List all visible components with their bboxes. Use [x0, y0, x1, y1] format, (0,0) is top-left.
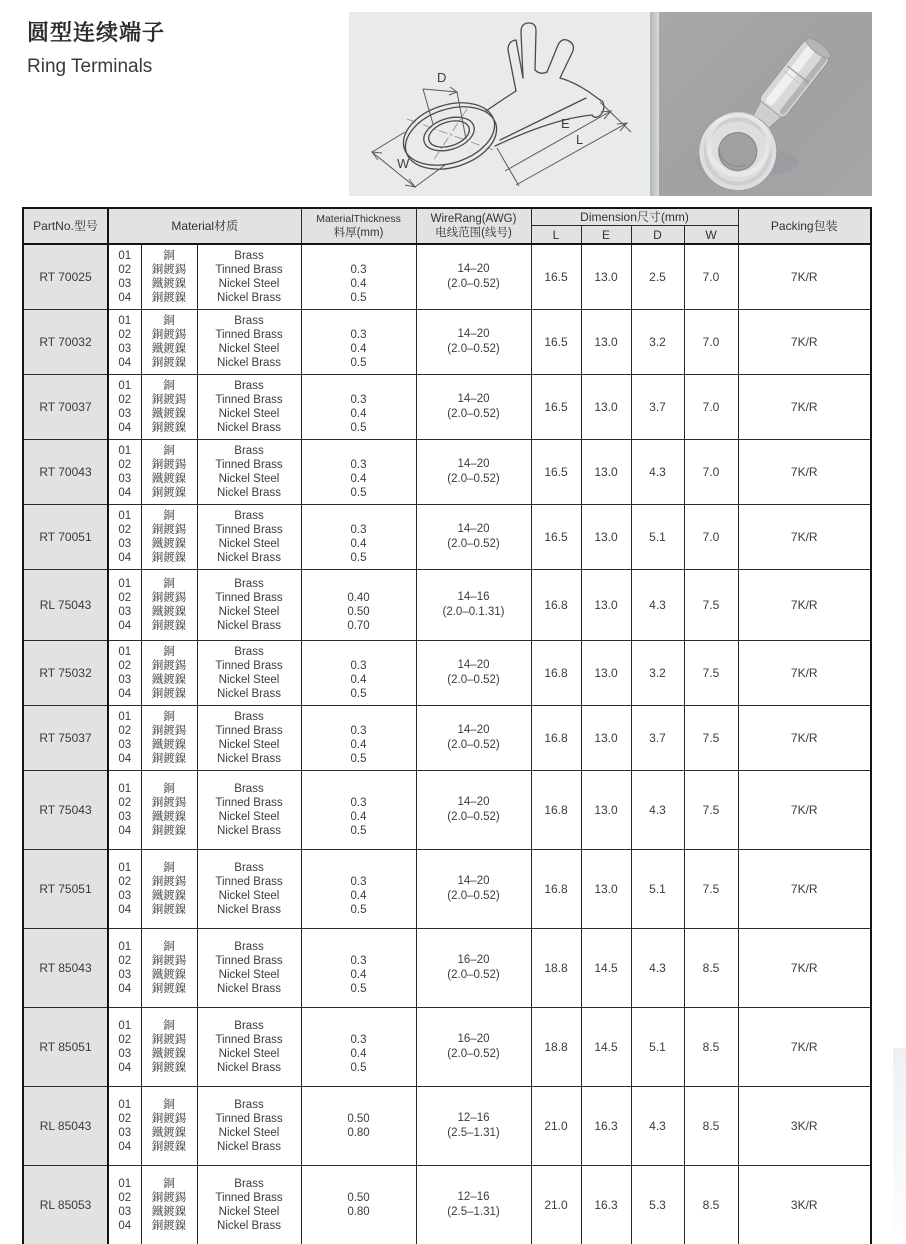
part-number-cell: RL 85043: [23, 1087, 108, 1166]
table-row: [23, 771, 871, 850]
material-code-cell: 01 02 03 04: [108, 505, 141, 570]
page-edge-shading: [893, 1048, 906, 1233]
header-dim-l: L: [531, 226, 581, 245]
material-name-en-cell: Brass Tinned Brass Nickel Steel Nickel Brass: [197, 505, 301, 570]
material-name-zh-cell: 銅 銅鍍錫 鐵鍍鎳 銅鍍鎳: [141, 570, 197, 641]
material-name-en-cell: Brass Tinned Brass Nickel Steel Nickel Brass: [197, 1087, 301, 1166]
dim-w-cell: 7.5: [684, 570, 738, 641]
table-header: [23, 208, 871, 244]
dim-e-cell: 13.0: [581, 706, 631, 771]
dim-d-cell: 5.3: [631, 1166, 684, 1244]
dim-w-cell: 7.5: [684, 850, 738, 929]
thickness-cell: 0.3 0.4 0.5: [301, 505, 416, 570]
dim-e-cell: 14.5: [581, 1008, 631, 1087]
table-body: [23, 244, 871, 1244]
page-title-chinese: 圆型连续端子: [27, 20, 166, 45]
wire-range-cell: 14–20 (2.0–0.52): [416, 505, 531, 570]
dimension-diagram: [349, 12, 650, 196]
header-thickness-en: MaterialThickness: [316, 212, 401, 225]
material-name-en-cell: Brass Tinned Brass Nickel Steel Nickel Brass: [197, 440, 301, 505]
part-number-cell: RL 75043: [23, 570, 108, 641]
material-name-zh-cell: 銅 銅鍍錫 鐵鍍鎳 銅鍍鎳: [141, 641, 197, 706]
material-name-zh-cell: 銅 銅鍍錫 鐵鍍鎳 銅鍍鎳: [141, 244, 197, 310]
dim-d-cell: 4.3: [631, 440, 684, 505]
thickness-cell: 0.3 0.4 0.5: [301, 771, 416, 850]
dim-label-e: E: [561, 116, 570, 131]
material-name-zh-cell: 銅 銅鍍錫 鐵鍍鎳 銅鍍鎳: [141, 505, 197, 570]
header-part-no: PartNo.型号: [23, 208, 108, 244]
dim-l-cell: 16.8: [531, 771, 581, 850]
thickness-cell: 0.3 0.4 0.5: [301, 1008, 416, 1087]
table-row: [23, 505, 871, 570]
part-number-cell: RT 70037: [23, 375, 108, 440]
packing-cell: 7K/R: [738, 440, 871, 505]
table-row: [23, 375, 871, 440]
thickness-cell: 0.3 0.4 0.5: [301, 375, 416, 440]
dim-w-cell: 7.0: [684, 440, 738, 505]
dim-l-cell: 18.8: [531, 929, 581, 1008]
dim-d-cell: 4.3: [631, 570, 684, 641]
material-code-cell: 01 02 03 04: [108, 929, 141, 1008]
wire-range-cell: 12–16 (2.5–1.31): [416, 1166, 531, 1244]
material-code-cell: 01 02 03 04: [108, 1166, 141, 1244]
material-code-cell: 01 02 03 04: [108, 706, 141, 771]
packing-cell: 7K/R: [738, 706, 871, 771]
header-dim-d: D: [631, 226, 684, 245]
ring-terminal-drawing-icon: [349, 12, 650, 196]
part-number-cell: RT 70043: [23, 440, 108, 505]
part-number-cell: RL 85053: [23, 1166, 108, 1244]
dim-e-cell: 13.0: [581, 570, 631, 641]
material-code-cell: 01 02 03 04: [108, 771, 141, 850]
dim-d-cell: 4.3: [631, 771, 684, 850]
dim-d-cell: 5.1: [631, 850, 684, 929]
dim-w-cell: 8.5: [684, 1008, 738, 1087]
dim-d-cell: 4.3: [631, 929, 684, 1008]
dim-w-cell: 7.0: [684, 375, 738, 440]
dim-w-cell: 7.0: [684, 310, 738, 375]
dim-e-cell: 16.3: [581, 1166, 631, 1244]
table-row: [23, 850, 871, 929]
material-name-zh-cell: 銅 銅鍍錫 鐵鍍鎳 銅鍍鎳: [141, 1166, 197, 1244]
dim-e-cell: 13.0: [581, 850, 631, 929]
thickness-cell: 0.3 0.4 0.5: [301, 641, 416, 706]
dim-w-cell: 7.5: [684, 706, 738, 771]
material-code-cell: 01 02 03 04: [108, 1087, 141, 1166]
dim-w-cell: 7.0: [684, 505, 738, 570]
dim-w-cell: 8.5: [684, 1087, 738, 1166]
material-code-cell: 01 02 03 04: [108, 310, 141, 375]
dim-l-cell: 16.5: [531, 375, 581, 440]
packing-cell: 7K/R: [738, 244, 871, 310]
header-wire-en: WireRang(AWG): [430, 213, 517, 225]
packing-cell: 7K/R: [738, 375, 871, 440]
wire-range-cell: 16–20 (2.0–0.52): [416, 929, 531, 1008]
spec-table-wrap: [22, 207, 872, 1244]
thickness-cell: 0.3 0.4 0.5: [301, 706, 416, 771]
part-number-cell: RT 85043: [23, 929, 108, 1008]
material-name-zh-cell: 銅 銅鍍錫 鐵鍍鎳 銅鍍鎳: [141, 1087, 197, 1166]
header-packing: Packing包装: [738, 208, 871, 244]
thickness-cell: 0.3 0.4 0.5: [301, 310, 416, 375]
wire-range-cell: 14–20 (2.0–0.52): [416, 440, 531, 505]
part-number-cell: RT 75037: [23, 706, 108, 771]
dim-label-w: W: [397, 156, 410, 171]
table-row: [23, 641, 871, 706]
dim-l-cell: 21.0: [531, 1087, 581, 1166]
material-name-en-cell: Brass Tinned Brass Nickel Steel Nickel Brass: [197, 310, 301, 375]
wire-range-cell: 14–20 (2.0–0.52): [416, 310, 531, 375]
dim-l-cell: 16.8: [531, 706, 581, 771]
dim-l-cell: 16.8: [531, 641, 581, 706]
dim-l-cell: 21.0: [531, 1166, 581, 1244]
dim-e-cell: 13.0: [581, 310, 631, 375]
page-title-block: [27, 16, 165, 78]
table-row: [23, 929, 871, 1008]
wire-range-cell: 12–16 (2.5–1.31): [416, 1087, 531, 1166]
material-name-en-cell: Brass Tinned Brass Nickel Steel Nickel Brass: [197, 641, 301, 706]
material-code-cell: 01 02 03 04: [108, 641, 141, 706]
part-number-cell: RT 70032: [23, 310, 108, 375]
dim-d-cell: 5.1: [631, 505, 684, 570]
wire-range-cell: 16–20 (2.0–0.52): [416, 1008, 531, 1087]
dim-e-cell: 13.0: [581, 440, 631, 505]
dim-l-cell: 16.8: [531, 570, 581, 641]
header-dimension: Dimension尺寸(mm): [531, 208, 738, 226]
material-code-cell: 01 02 03 04: [108, 850, 141, 929]
ring-terminal-photo-icon: [659, 12, 872, 196]
wire-range-cell: 14–16 (2.0–0.1.31): [416, 570, 531, 641]
material-name-en-cell: Brass Tinned Brass Nickel Steel Nickel Brass: [197, 771, 301, 850]
dim-w-cell: 7.5: [684, 641, 738, 706]
header-thickness-zh: 料厚(mm): [333, 226, 384, 239]
packing-cell: 7K/R: [738, 570, 871, 641]
header-thickness: [301, 208, 416, 244]
dim-e-cell: 13.0: [581, 505, 631, 570]
packing-cell: 7K/R: [738, 505, 871, 570]
dim-e-cell: 13.0: [581, 771, 631, 850]
part-number-cell: RT 85051: [23, 1008, 108, 1087]
packing-cell: 7K/R: [738, 929, 871, 1008]
packing-cell: 7K/R: [738, 1008, 871, 1087]
thickness-cell: 0.3 0.4 0.5: [301, 244, 416, 310]
part-number-cell: RT 75051: [23, 850, 108, 929]
dim-w-cell: 8.5: [684, 929, 738, 1008]
header-wire-zh: 电线范围(线号): [435, 227, 512, 239]
wire-range-cell: 14–20 (2.0–0.52): [416, 641, 531, 706]
dim-label-d: D: [437, 70, 447, 85]
material-name-en-cell: Brass Tinned Brass Nickel Steel Nickel Brass: [197, 570, 301, 641]
wire-range-cell: 14–20 (2.0–0.52): [416, 706, 531, 771]
material-name-en-cell: Brass Tinned Brass Nickel Steel Nickel Brass: [197, 244, 301, 310]
material-name-en-cell: Brass Tinned Brass Nickel Steel Nickel Brass: [197, 706, 301, 771]
part-number-cell: RT 70025: [23, 244, 108, 310]
material-name-zh-cell: 銅 銅鍍錫 鐵鍍鎳 銅鍍鎳: [141, 310, 197, 375]
material-code-cell: 01 02 03 04: [108, 375, 141, 440]
dim-e-cell: 13.0: [581, 641, 631, 706]
material-name-zh-cell: 銅 銅鍍錫 鐵鍍鎳 銅鍍鎳: [141, 850, 197, 929]
packing-cell: 3K/R: [738, 1166, 871, 1244]
header-material: Material材质: [108, 208, 301, 244]
dim-d-cell: 2.5: [631, 244, 684, 310]
packing-cell: 7K/R: [738, 310, 871, 375]
material-name-en-cell: Brass Tinned Brass Nickel Steel Nickel Brass: [197, 1008, 301, 1087]
material-name-zh-cell: 銅 銅鍍錫 鐵鍍鎳 銅鍍鎳: [141, 440, 197, 505]
material-name-en-cell: Brass Tinned Brass Nickel Steel Nickel Brass: [197, 850, 301, 929]
part-number-cell: RT 75032: [23, 641, 108, 706]
table-row: [23, 706, 871, 771]
material-name-zh-cell: 銅 銅鍍錫 鐵鍍鎳 銅鍍鎳: [141, 771, 197, 850]
part-number-cell: RT 70051: [23, 505, 108, 570]
product-photo: [659, 12, 872, 196]
material-code-cell: 01 02 03 04: [108, 244, 141, 310]
dim-l-cell: 16.5: [531, 310, 581, 375]
wire-range-cell: 14–20 (2.0–0.52): [416, 850, 531, 929]
dim-d-cell: 5.1: [631, 1008, 684, 1087]
header-dim-e: E: [581, 226, 631, 245]
dim-e-cell: 13.0: [581, 244, 631, 310]
table-row: [23, 440, 871, 505]
material-code-cell: 01 02 03 04: [108, 440, 141, 505]
table-row: [23, 1008, 871, 1087]
table-row: [23, 1087, 871, 1166]
packing-cell: 7K/R: [738, 771, 871, 850]
packing-cell: 7K/R: [738, 850, 871, 929]
material-name-zh-cell: 銅 銅鍍錫 鐵鍍鎳 銅鍍鎳: [141, 706, 197, 771]
thickness-cell: 0.3 0.4 0.5: [301, 929, 416, 1008]
material-name-en-cell: Brass Tinned Brass Nickel Steel Nickel Brass: [197, 929, 301, 1008]
dim-l-cell: 16.8: [531, 850, 581, 929]
part-number-cell: RT 75043: [23, 771, 108, 850]
packing-cell: 3K/R: [738, 1087, 871, 1166]
dim-w-cell: 8.5: [684, 1166, 738, 1244]
spec-table: [22, 207, 872, 1244]
dim-d-cell: 3.2: [631, 641, 684, 706]
dim-label-l: L: [576, 132, 584, 147]
thickness-cell: 0.3 0.4 0.5: [301, 440, 416, 505]
thickness-cell: 0.3 0.4 0.5: [301, 850, 416, 929]
dim-l-cell: 16.5: [531, 244, 581, 310]
dim-w-cell: 7.0: [684, 244, 738, 310]
page-title-english: Ring Terminals: [27, 56, 153, 77]
material-name-en-cell: Brass Tinned Brass Nickel Steel Nickel Brass: [197, 375, 301, 440]
dim-e-cell: 13.0: [581, 375, 631, 440]
material-name-en-cell: Brass Tinned Brass Nickel Steel Nickel Brass: [197, 1166, 301, 1244]
wire-range-cell: 14–20 (2.0–0.52): [416, 771, 531, 850]
table-row: [23, 1166, 871, 1244]
wire-range-cell: 14–20 (2.0–0.52): [416, 375, 531, 440]
wire-range-cell: 14–20 (2.0–0.52): [416, 244, 531, 310]
dim-d-cell: 4.3: [631, 1087, 684, 1166]
dim-d-cell: 3.2: [631, 310, 684, 375]
dim-w-cell: 7.5: [684, 771, 738, 850]
dim-e-cell: 16.3: [581, 1087, 631, 1166]
material-name-zh-cell: 銅 銅鍍錫 鐵鍍鎳 銅鍍鎳: [141, 1008, 197, 1087]
dim-e-cell: 14.5: [581, 929, 631, 1008]
table-row: [23, 310, 871, 375]
header-dim-w: W: [684, 226, 738, 245]
dim-l-cell: 16.5: [531, 505, 581, 570]
packing-cell: 7K/R: [738, 641, 871, 706]
material-code-cell: 01 02 03 04: [108, 570, 141, 641]
table-row: [23, 244, 871, 310]
table-row: [23, 570, 871, 641]
dim-d-cell: 3.7: [631, 706, 684, 771]
panel-divider: [650, 12, 659, 196]
material-code-cell: 01 02 03 04: [108, 1008, 141, 1087]
dim-l-cell: 18.8: [531, 1008, 581, 1087]
material-name-zh-cell: 銅 銅鍍錫 鐵鍍鎳 銅鍍鎳: [141, 929, 197, 1008]
thickness-cell: 0.50 0.80: [301, 1166, 416, 1244]
header-wire-range: [416, 208, 531, 244]
dim-l-cell: 16.5: [531, 440, 581, 505]
material-name-zh-cell: 銅 銅鍍錫 鐵鍍鎳 銅鍍鎳: [141, 375, 197, 440]
thickness-cell: 0.50 0.80: [301, 1087, 416, 1166]
dim-d-cell: 3.7: [631, 375, 684, 440]
thickness-cell: 0.40 0.50 0.70: [301, 570, 416, 641]
